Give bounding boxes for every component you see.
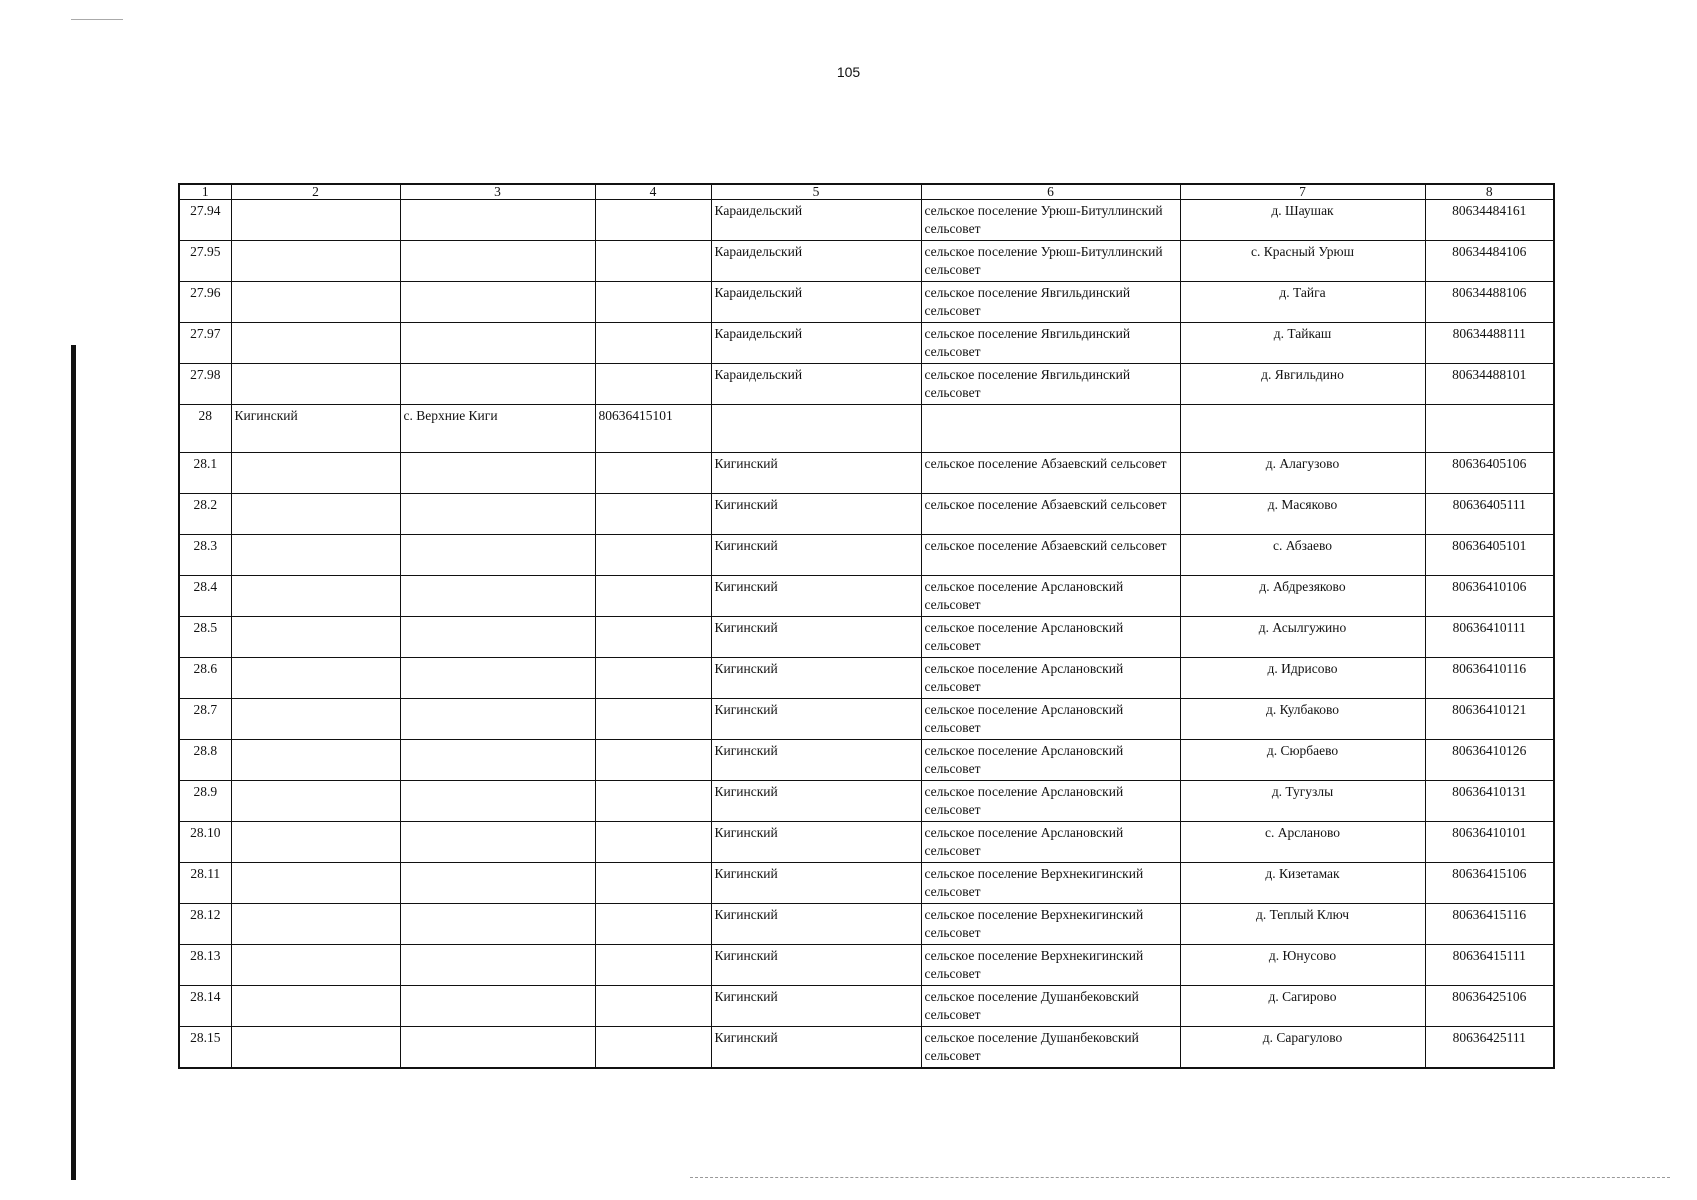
table-cell-c8: 80634488106 — [1425, 282, 1554, 323]
table-cell-c2 — [231, 699, 400, 740]
table-cell-c8: 80634488101 — [1425, 364, 1554, 405]
table-cell-c2 — [231, 617, 400, 658]
table-cell-c3 — [400, 241, 595, 282]
table-cell-c4 — [595, 241, 711, 282]
table-cell-c2 — [231, 986, 400, 1027]
table-cell-c6: сельское поселение Верхнекигинский сельсовет — [921, 904, 1180, 945]
table-cell-c4 — [595, 453, 711, 494]
table-cell-c7: д. Идрисово — [1180, 658, 1425, 699]
table-cell-c8: 80636415116 — [1425, 904, 1554, 945]
table-cell-c4 — [595, 576, 711, 617]
table-cell-c4 — [595, 986, 711, 1027]
table-cell-c5: Кигинский — [711, 781, 921, 822]
settlements-table — [178, 183, 1555, 1069]
table-cell-c6: сельское поселение Арслановский сельсовет — [921, 576, 1180, 617]
table-cell-c3: с. Верхние Киги — [400, 405, 595, 453]
table-cell-c3 — [400, 453, 595, 494]
table-cell-c3 — [400, 822, 595, 863]
table-cell-c3 — [400, 617, 595, 658]
table-row — [179, 781, 1554, 822]
table-row — [179, 535, 1554, 576]
table-cell-c1: 28.9 — [179, 781, 231, 822]
scan-mark-bottom — [690, 1177, 1670, 1179]
table-cell-c7: д. Теплый Ключ — [1180, 904, 1425, 945]
table-cell-c8: 80636405111 — [1425, 494, 1554, 535]
column-header: 3 — [400, 184, 595, 200]
table-cell-c1: 28.2 — [179, 494, 231, 535]
table-cell-c3 — [400, 986, 595, 1027]
table-cell-c3 — [400, 494, 595, 535]
table-cell-c4 — [595, 617, 711, 658]
table-cell-c3 — [400, 740, 595, 781]
scan-mark-top — [71, 19, 123, 20]
table-cell-c6: сельское поселение Урюш-Битуллинский сельсовет — [921, 200, 1180, 241]
table-cell-c1: 28.3 — [179, 535, 231, 576]
table-cell-c3 — [400, 576, 595, 617]
table-cell-c6: сельское поселение Явгильдинский сельсовет — [921, 364, 1180, 405]
table-cell-c1: 27.96 — [179, 282, 231, 323]
table-cell-c5: Кигинский — [711, 453, 921, 494]
table-cell-c6: сельское поселение Арслановский сельсовет — [921, 740, 1180, 781]
table-cell-c8: 80636410101 — [1425, 822, 1554, 863]
table-cell-c2 — [231, 576, 400, 617]
table-cell-c8 — [1425, 405, 1554, 453]
table-cell-c7: д. Тайга — [1180, 282, 1425, 323]
table-cell-c5: Кигинский — [711, 576, 921, 617]
table-cell-c1: 28.11 — [179, 863, 231, 904]
table-cell-c8: 80636410116 — [1425, 658, 1554, 699]
column-header: 4 — [595, 184, 711, 200]
table-cell-c5: Кигинский — [711, 945, 921, 986]
table-cell-c7: д. Явгильдино — [1180, 364, 1425, 405]
table-row — [179, 200, 1554, 241]
table-cell-c2 — [231, 364, 400, 405]
table-group-row — [179, 405, 1554, 453]
table-cell-c7: д. Масяково — [1180, 494, 1425, 535]
table-cell-c3 — [400, 535, 595, 576]
table-cell-c4 — [595, 535, 711, 576]
table-cell-c5: Караидельский — [711, 323, 921, 364]
column-number-header-row — [179, 184, 1554, 200]
table-cell-c8: 80636415106 — [1425, 863, 1554, 904]
table-cell-c5: Кигинский — [711, 822, 921, 863]
table-cell-c6: сельское поселение Урюш-Битуллинский сельсовет — [921, 241, 1180, 282]
table-row — [179, 453, 1554, 494]
table-cell-c3 — [400, 699, 595, 740]
table-cell-c5: Кигинский — [711, 1027, 921, 1069]
table-cell-c3 — [400, 945, 595, 986]
table-cell-c2 — [231, 945, 400, 986]
table-row — [179, 699, 1554, 740]
table-cell-c5: Кигинский — [711, 658, 921, 699]
table-cell-c1: 28.1 — [179, 453, 231, 494]
table-cell-c7: с. Красный Урюш — [1180, 241, 1425, 282]
table-cell-c8: 80634484106 — [1425, 241, 1554, 282]
table-cell-c8: 80636410111 — [1425, 617, 1554, 658]
table-cell-c7: д. Сагирово — [1180, 986, 1425, 1027]
table-cell-c6: сельское поселение Душанбековский сельсовет — [921, 1027, 1180, 1069]
table-cell-c7: д. Асылгужино — [1180, 617, 1425, 658]
table-cell-c4: 80636415101 — [595, 405, 711, 453]
table-cell-c7: д. Сарагулово — [1180, 1027, 1425, 1069]
table-cell-c5: Караидельский — [711, 364, 921, 405]
table-cell-c6: сельское поселение Душанбековский сельсовет — [921, 986, 1180, 1027]
table-row — [179, 323, 1554, 364]
table-cell-c7: д. Шаушак — [1180, 200, 1425, 241]
table-cell-c2 — [231, 658, 400, 699]
table-cell-c8: 80634488111 — [1425, 323, 1554, 364]
table-cell-c5: Караидельский — [711, 241, 921, 282]
table-cell-c1: 28.6 — [179, 658, 231, 699]
table-cell-c6: сельское поселение Верхнекигинский сельсовет — [921, 863, 1180, 904]
table-cell-c2 — [231, 1027, 400, 1069]
table-cell-c4 — [595, 740, 711, 781]
table-cell-c7: д. Абдрезяково — [1180, 576, 1425, 617]
table-cell-c3 — [400, 904, 595, 945]
table-cell-c1: 28.5 — [179, 617, 231, 658]
table-cell-c1: 27.98 — [179, 364, 231, 405]
table-cell-c1: 28 — [179, 405, 231, 453]
table-cell-c7: д. Сюрбаево — [1180, 740, 1425, 781]
table-cell-c7: д. Тайкаш — [1180, 323, 1425, 364]
table-row — [179, 282, 1554, 323]
table-row — [179, 863, 1554, 904]
table-cell-c5: Кигинский — [711, 699, 921, 740]
table-cell-c2 — [231, 323, 400, 364]
table-cell-c1: 28.7 — [179, 699, 231, 740]
scan-binding-edge — [71, 345, 76, 1180]
table-cell-c8: 80636410131 — [1425, 781, 1554, 822]
table-cell-c7: с. Арсланово — [1180, 822, 1425, 863]
table-cell-c5: Кигинский — [711, 986, 921, 1027]
table-cell-c4 — [595, 699, 711, 740]
table-cell-c4 — [595, 904, 711, 945]
table-cell-c4 — [595, 1027, 711, 1069]
table-cell-c4 — [595, 945, 711, 986]
table-cell-c5 — [711, 405, 921, 453]
table-cell-c1: 27.97 — [179, 323, 231, 364]
table-cell-c4 — [595, 494, 711, 535]
table-cell-c5: Караидельский — [711, 282, 921, 323]
table-cell-c2 — [231, 200, 400, 241]
table-cell-c6: сельское поселение Арслановский сельсовет — [921, 617, 1180, 658]
page-number: 105 — [836, 64, 861, 80]
table-cell-c2: Кигинский — [231, 405, 400, 453]
table-cell-c6: сельское поселение Абзаевский сельсовет — [921, 453, 1180, 494]
column-header: 1 — [179, 184, 231, 200]
table-cell-c1: 28.12 — [179, 904, 231, 945]
table-cell-c3 — [400, 658, 595, 699]
table-cell-c7: д. Тугузлы — [1180, 781, 1425, 822]
table-cell-c2 — [231, 781, 400, 822]
table-cell-c4 — [595, 658, 711, 699]
table-cell-c6: сельское поселение Абзаевский сельсовет — [921, 494, 1180, 535]
table-cell-c5: Кигинский — [711, 863, 921, 904]
table-cell-c7: д. Кулбаково — [1180, 699, 1425, 740]
table-row — [179, 617, 1554, 658]
column-header: 7 — [1180, 184, 1425, 200]
table-row — [179, 1027, 1554, 1069]
document-table-container — [178, 183, 1555, 1069]
table-cell-c4 — [595, 200, 711, 241]
table-row — [179, 494, 1554, 535]
table-row — [179, 576, 1554, 617]
table-cell-c6: сельское поселение Арслановский сельсовет — [921, 822, 1180, 863]
table-row — [179, 945, 1554, 986]
table-cell-c2 — [231, 863, 400, 904]
table-cell-c7 — [1180, 405, 1425, 453]
table-cell-c5: Кигинский — [711, 535, 921, 576]
table-cell-c1: 27.94 — [179, 200, 231, 241]
table-cell-c8: 80636425111 — [1425, 1027, 1554, 1069]
table-cell-c2 — [231, 241, 400, 282]
table-cell-c6: сельское поселение Явгильдинский сельсовет — [921, 323, 1180, 364]
table-cell-c4 — [595, 364, 711, 405]
column-header: 5 — [711, 184, 921, 200]
table-cell-c1: 28.8 — [179, 740, 231, 781]
column-header: 2 — [231, 184, 400, 200]
table-cell-c2 — [231, 282, 400, 323]
table-cell-c6: сельское поселение Арслановский сельсовет — [921, 699, 1180, 740]
table-cell-c1: 27.95 — [179, 241, 231, 282]
table-row — [179, 904, 1554, 945]
table-cell-c7: д. Алагузово — [1180, 453, 1425, 494]
table-row — [179, 658, 1554, 699]
table-cell-c4 — [595, 323, 711, 364]
table-cell-c5: Караидельский — [711, 200, 921, 241]
table-cell-c8: 80636405101 — [1425, 535, 1554, 576]
table-row — [179, 364, 1554, 405]
table-row — [179, 241, 1554, 282]
table-cell-c7: д. Кизетамак — [1180, 863, 1425, 904]
table-cell-c4 — [595, 822, 711, 863]
table-cell-c8: 80636410121 — [1425, 699, 1554, 740]
table-cell-c6: сельское поселение Арслановский сельсовет — [921, 658, 1180, 699]
table-cell-c1: 28.13 — [179, 945, 231, 986]
table-cell-c3 — [400, 1027, 595, 1069]
table-cell-c6: сельское поселение Абзаевский сельсовет — [921, 535, 1180, 576]
table-body — [179, 184, 1554, 1068]
table-cell-c1: 28.15 — [179, 1027, 231, 1069]
table-cell-c8: 80636405106 — [1425, 453, 1554, 494]
table-cell-c1: 28.14 — [179, 986, 231, 1027]
table-cell-c8: 80634484161 — [1425, 200, 1554, 241]
table-cell-c5: Кигинский — [711, 904, 921, 945]
table-cell-c5: Кигинский — [711, 494, 921, 535]
table-cell-c8: 80636425106 — [1425, 986, 1554, 1027]
table-cell-c3 — [400, 364, 595, 405]
table-cell-c8: 80636410106 — [1425, 576, 1554, 617]
table-cell-c6: сельское поселение Арслановский сельсовет — [921, 781, 1180, 822]
table-cell-c3 — [400, 863, 595, 904]
table-row — [179, 822, 1554, 863]
table-cell-c2 — [231, 494, 400, 535]
table-cell-c2 — [231, 535, 400, 576]
table-cell-c5: Кигинский — [711, 740, 921, 781]
table-cell-c8: 80636410126 — [1425, 740, 1554, 781]
table-cell-c6: сельское поселение Явгильдинский сельсовет — [921, 282, 1180, 323]
table-cell-c3 — [400, 282, 595, 323]
table-cell-c7: д. Юнусово — [1180, 945, 1425, 986]
table-cell-c6: сельское поселение Верхнекигинский сельсовет — [921, 945, 1180, 986]
table-cell-c2 — [231, 453, 400, 494]
table-cell-c4 — [595, 282, 711, 323]
column-header: 6 — [921, 184, 1180, 200]
table-row — [179, 740, 1554, 781]
table-cell-c1: 28.4 — [179, 576, 231, 617]
column-header: 8 — [1425, 184, 1554, 200]
table-cell-c2 — [231, 822, 400, 863]
table-row — [179, 986, 1554, 1027]
table-cell-c4 — [595, 781, 711, 822]
table-cell-c4 — [595, 863, 711, 904]
table-cell-c2 — [231, 904, 400, 945]
table-cell-c3 — [400, 200, 595, 241]
table-cell-c6 — [921, 405, 1180, 453]
table-cell-c2 — [231, 740, 400, 781]
table-cell-c5: Кигинский — [711, 617, 921, 658]
table-cell-c3 — [400, 781, 595, 822]
table-cell-c1: 28.10 — [179, 822, 231, 863]
table-cell-c3 — [400, 323, 595, 364]
table-cell-c8: 80636415111 — [1425, 945, 1554, 986]
table-cell-c7: с. Абзаево — [1180, 535, 1425, 576]
